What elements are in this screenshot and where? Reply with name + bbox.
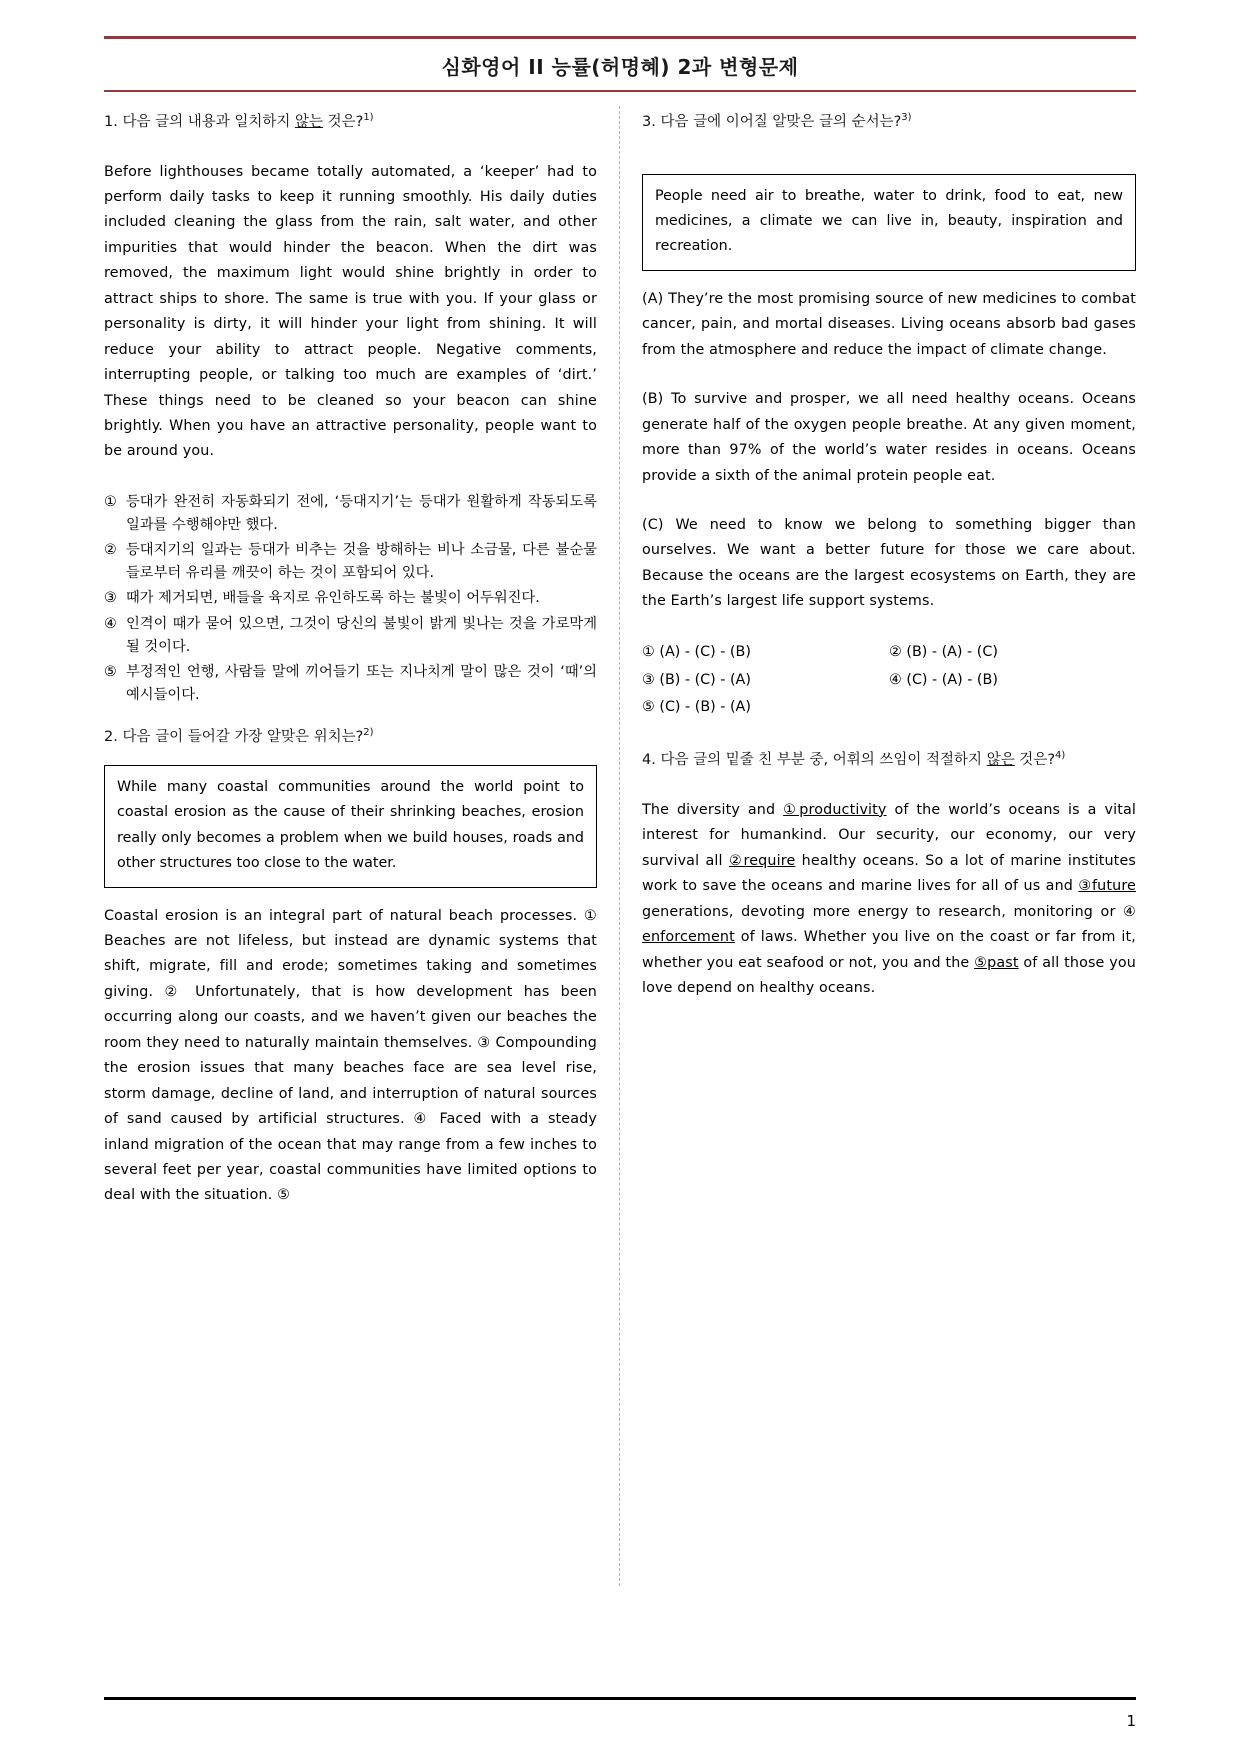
spacer [642, 377, 1136, 387]
question-3-heading-text: 3. 다음 글에 이어질 알맞은 글의 순서는? [642, 113, 902, 130]
question-4-heading-pre: 4. 다음 글의 밑줄 친 부분 중, 어휘의 쓰임이 적절하지 [642, 752, 987, 769]
underlined-vocab-7[interactable]: enforcement [642, 929, 735, 946]
list-item[interactable] [104, 587, 597, 610]
list-item[interactable] [104, 613, 597, 659]
list-item[interactable]: ④ (C) - (A) - (B) [889, 671, 998, 688]
choice-number: ③ [104, 590, 117, 607]
underlined-vocab-5[interactable]: ③future [1078, 878, 1136, 895]
question-2-boxed-sentence: While many coastal communities around the world point to coastal erosion as the cause of their shrinking beaches, erosion really only becomes a problem when we build houses, roads and other structures too close to the water. [104, 765, 597, 888]
header-bottom-rule [104, 90, 1136, 92]
list-item[interactable] [104, 491, 597, 537]
question-1-passage: Before lighthouses became totally automated, a ‘keeper’ had to perform daily tasks to keep it running smoothly. His daily duties included cleaning the glass from the rain, salt water, and other impurities that would hinder the beacon. When the dirt was removed, the maximum light would shine brightly in order to attract ships to shore. The same is true with you. If your glass or personality is dirty, it will hinder your light from shining. It will reduce your ability to attract people. Negative comments, interrupting people, or talking too much are examples of ‘dirt.’ These things need to be cleaned so your beacon can shine brightly. When you have an attractive personality, people want to be around you. [104, 163, 597, 460]
question-3-footnote-marker: 3) [901, 112, 912, 123]
question-1-heading [104, 110, 597, 134]
right-column [620, 106, 1136, 1586]
list-item[interactable] [104, 661, 597, 707]
question-2-heading [104, 725, 597, 749]
question-1-choices [104, 491, 597, 707]
question-2-footnote-marker: 2) [363, 727, 374, 739]
question-1-heading-underlined: 않는 [294, 113, 323, 130]
question-1-heading-pre: 1. 다음 글의 내용과 일치하지 [104, 113, 295, 130]
spacer [642, 629, 1136, 639]
choice-number: ① [104, 493, 117, 510]
choice-text: 때가 제거되면, 배들을 육지로 유인하도록 하는 불빛이 어두워진다. [126, 590, 540, 607]
footer-rule [104, 1697, 1136, 1700]
choice-number: ⑤ [104, 663, 117, 680]
question-3-heading [642, 110, 1136, 134]
list-item[interactable]: ⑤ (C) - (B) - (A) [642, 699, 751, 716]
question-4-heading-post: 것은? [1014, 752, 1056, 769]
question-3-choices [642, 639, 1136, 723]
choice-text: 부정적인 언행, 사람들 말에 끼어들기 또는 지나치게 말이 많은 것이 ‘때’의 예시들이다. [126, 663, 597, 704]
left-column [104, 106, 620, 1586]
question-3-paragraph-b: (B) To survive and prosper, we all need healthy oceans. Oceans generate half of the oxygen people breathe. At any given moment, more than 97% of the world’s water resides in oceans. Oceans provide a sixth of the animal protein people eat. [642, 391, 1136, 484]
spacer [642, 788, 1136, 798]
question-4-footnote-marker: 4) [1055, 750, 1066, 762]
question-3-boxed-sentence: People need air to breathe, water to drink, food to eat, new medicines, a climate we can live in, beauty, inspiration and recreation. [642, 174, 1136, 271]
passage-text-0: The diversity and [642, 801, 784, 818]
two-column-body [104, 106, 1136, 1586]
spacer [642, 722, 1136, 744]
list-item[interactable]: ② (B) - (A) - (C) [889, 643, 998, 660]
passage-text-6: generations, devoting more energy to research, monitoring or ④ [642, 903, 1136, 920]
underlined-vocab-3[interactable]: ②require [728, 852, 796, 869]
passage-text-10: of all those you love depend on healthy oceans. [642, 954, 1136, 996]
question-1-footnote-marker: 1) [363, 112, 374, 123]
list-item[interactable] [104, 539, 597, 585]
question-4-heading [642, 748, 1136, 772]
question-1-heading-post: 것은? [322, 113, 364, 130]
question-3-paragraph-a: (A) They’re the most promising source of new medicines to combat cancer, pain, and mortal diseases. Living oceans absorb bad gases from the atmosphere and reduce the impact of climate change. [642, 290, 1136, 358]
spacer [642, 503, 1136, 513]
choice-number: ② [104, 542, 117, 559]
spacer [642, 150, 1136, 172]
question-4-passage [642, 798, 1136, 1002]
underlined-vocab-9[interactable]: ⑤past [974, 954, 1019, 971]
choice-number: ④ [104, 615, 117, 632]
choice-text: 인격이 때가 묻어 있으면, 그것이 당신의 불빛이 밝게 빛나는 것을 가로막게 될 것이다. [126, 615, 597, 655]
spacer [104, 150, 597, 160]
page-title: 심화영어 II 능률(허명혜) 2과 변형문제 [441, 55, 799, 79]
list-item[interactable]: ① (A) - (C) - (B) [642, 643, 751, 660]
list-item[interactable]: ③ (B) - (C) - (A) [642, 671, 751, 688]
choice-text: 등대지기의 일과는 등대가 비추는 것을 방해하는 비나 소금물, 다른 불순물들로부터 유리를 깨끗이 하는 것이 포함되어 있다. [126, 542, 597, 582]
passage-text-2: of the world’s oceans is a vital interest for humankind. Our security, our economy, our very survival all [642, 801, 1136, 869]
question-2-passage: Coastal erosion is an integral part of natural beach processes. ① Beaches are not lifeless, but instead are dynamic systems that shift, migrate, fill and erode; sometimes taking and sometimes giving. ② Unfortunately, that is how development has been occurring along our coasts, and we haven’t given our beaches the room they need to naturally maintain themselves. ③ Compounding the erosion issues that many beaches face are sea level rise, storm damage, decline of land, and interruption of natural sources of sand caused by artificial structures. ④ Faced with a steady inland migration of the ocean that may range from a few inches to several feet per year, coastal communities have limited options to deal with the situation. ⑤ [104, 907, 597, 1204]
page-number: 1 [1126, 1712, 1136, 1730]
question-3-paragraph-c: (C) We need to know we belong to something bigger than ourselves. We want a better future for those we care about. Because the oceans are the largest ecosystems on Earth, they are the Earth’s largest life support systems. [642, 516, 1136, 610]
passage-text-8: of laws. Whether you live on the coast or far from it, whether you eat seafood or not, you and the [642, 929, 1136, 971]
spacer [104, 479, 597, 489]
passage-text-4: healthy oceans. So a lot of marine institutes work to save the oceans and marine lives for all of us and [642, 852, 1136, 895]
underlined-vocab-1[interactable]: ①productivity [783, 801, 887, 818]
choice-text: 등대가 완전히 자동화되기 전에, ‘등대지기’는 등대가 원활하게 작동되도록 일과를 수행해야만 했다. [126, 493, 597, 533]
question-4-heading-underlined: 않은 [986, 752, 1015, 769]
question-2-heading-text: 2. 다음 글이 들어갈 가장 알맞은 위치는? [104, 729, 364, 746]
